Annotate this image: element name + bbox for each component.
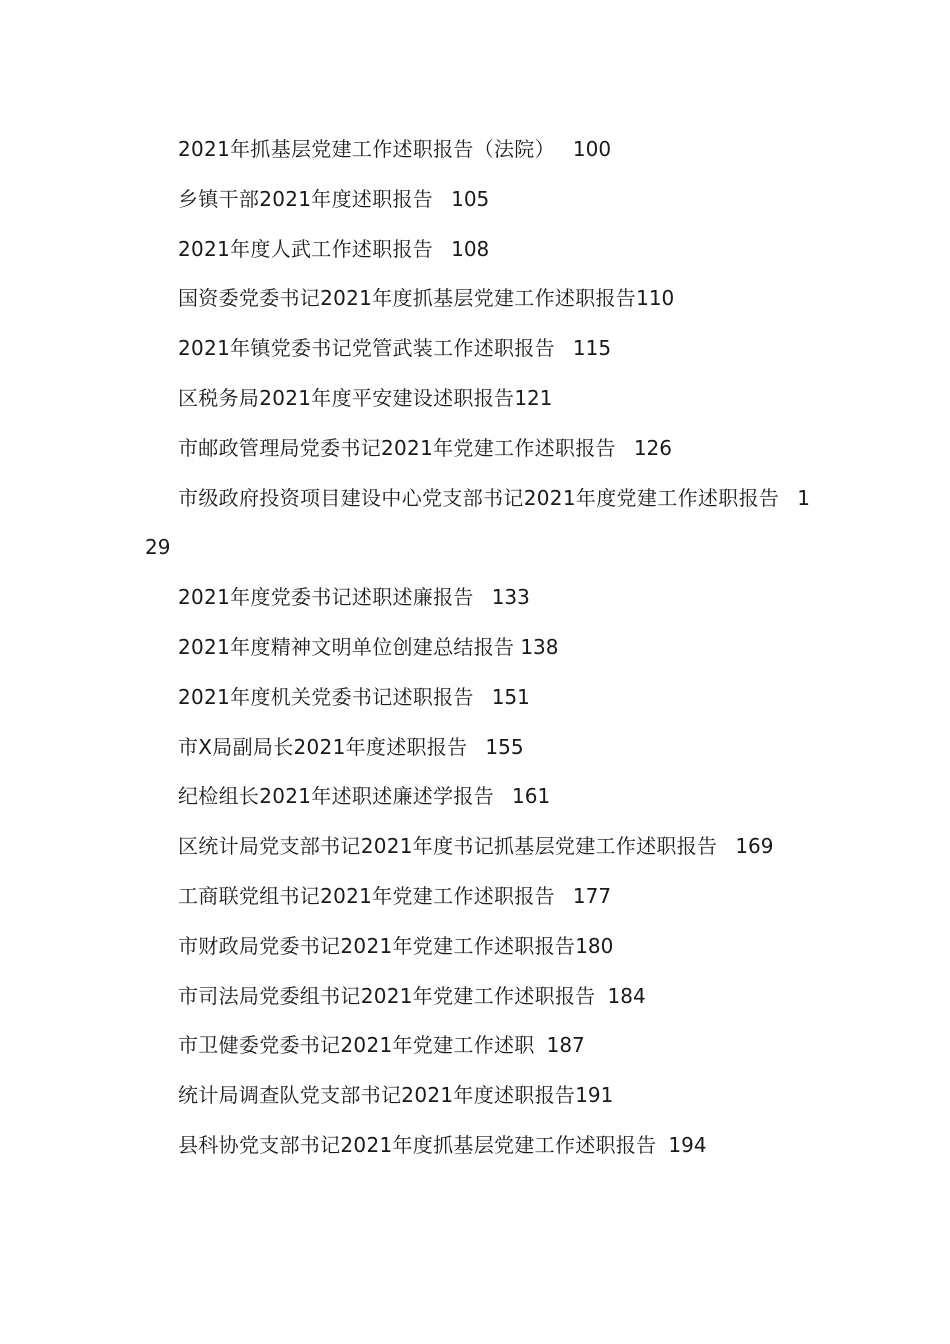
toc-entry-title: 2021年抓基层党建工作述职报告（法院）: [178, 137, 555, 161]
toc-entry-title: 区税务局2021年度平安建设述职报告: [178, 385, 515, 410]
table-of-contents: [145, 125, 810, 1171]
toc-entry-title: 乡镇干部2021年度述职报告: [178, 186, 434, 211]
toc-entry[interactable]: [145, 125, 810, 175]
toc-entry-title: 县科协党支部书记2021年度抓基层党建工作述职报告: [178, 1132, 657, 1157]
toc-entry[interactable]: [145, 872, 810, 922]
toc-entry-page: 191: [575, 1083, 614, 1108]
toc-entry[interactable]: [145, 1071, 810, 1121]
toc-entry-page: 129: [145, 485, 810, 560]
toc-entry[interactable]: [145, 723, 810, 773]
toc-entry-title: 2021年度精神文明单位创建总结报告: [178, 634, 515, 659]
toc-entry[interactable]: [145, 424, 810, 474]
toc-entry-title: 区统计局党支部书记2021年度书记抓基层党建工作述职报告: [178, 834, 718, 859]
toc-entry-page: 138: [520, 634, 559, 659]
toc-entry-page: 155: [485, 734, 524, 759]
toc-entry-title: 2021年度党委书记述职述廉报告: [178, 585, 474, 610]
toc-entry-page: 121: [514, 385, 553, 410]
toc-entry-page: 151: [491, 684, 530, 709]
toc-entry-title: 市卫健委党委书记2021年党建工作述职: [178, 1033, 535, 1058]
toc-entry-page: 105: [451, 186, 490, 211]
toc-entry-page: 180: [575, 933, 614, 958]
toc-entry[interactable]: [145, 922, 810, 972]
toc-entry-page: 194: [668, 1132, 707, 1157]
toc-entry-page: 177: [572, 883, 612, 908]
toc-entry[interactable]: [145, 673, 810, 723]
toc-entry-page: 133: [491, 585, 530, 610]
toc-entry-title: 国资委党委书记2021年度抓基层党建工作述职报告: [178, 286, 637, 311]
toc-entry-title: 市司法局党委组书记2021年党建工作述职报告: [178, 983, 596, 1008]
toc-entry-title: 市财政局党委书记2021年党建工作述职报告: [178, 933, 576, 958]
toc-entry[interactable]: [145, 573, 810, 623]
toc-entry[interactable]: [145, 374, 810, 424]
toc-entry-page: 187: [546, 1033, 585, 1058]
toc-entry-page: 115: [572, 336, 612, 361]
toc-entry-title: 工商联党组书记2021年党建工作述职报告: [178, 883, 555, 908]
toc-entry-page: 161: [512, 784, 551, 809]
toc-entry-page: 169: [735, 834, 774, 859]
toc-entry-title: 2021年度机关党委书记述职报告: [178, 684, 474, 709]
toc-entry[interactable]: [145, 623, 810, 673]
toc-entry-page: 108: [451, 236, 490, 261]
toc-entry-title: 统计局调查队党支部书记2021年度述职报告: [178, 1083, 576, 1108]
toc-entry[interactable]: [145, 972, 810, 1022]
toc-entry-page: 110: [636, 286, 675, 311]
toc-entry-title: 纪检组长2021年述职述廉述学报告: [178, 784, 494, 809]
toc-entry[interactable]: [145, 274, 810, 324]
toc-entry[interactable]: [145, 474, 810, 574]
toc-entry[interactable]: [145, 175, 810, 225]
toc-entry[interactable]: [145, 324, 810, 374]
toc-entry-page: 100: [572, 137, 612, 161]
toc-entry[interactable]: [145, 772, 810, 822]
toc-entry-title: 市X局副局长2021年度述职报告: [178, 734, 468, 759]
toc-entry-page: 184: [607, 983, 646, 1008]
toc-entry[interactable]: [145, 1021, 810, 1071]
toc-entry[interactable]: [145, 225, 810, 275]
toc-entry-title: 市邮政管理局党委书记2021年党建工作述职报告: [178, 435, 616, 460]
toc-entry[interactable]: [145, 822, 810, 872]
toc-entry-title: 市级政府投资项目建设中心党支部书记2021年度党建工作述职报告: [178, 485, 780, 510]
toc-entry-title: 2021年度人武工作述职报告: [178, 236, 434, 261]
toc-entry[interactable]: [145, 1121, 810, 1171]
toc-entry-title: 2021年镇党委书记党管武装工作述职报告: [178, 336, 555, 361]
toc-entry-page: 126: [633, 435, 672, 460]
